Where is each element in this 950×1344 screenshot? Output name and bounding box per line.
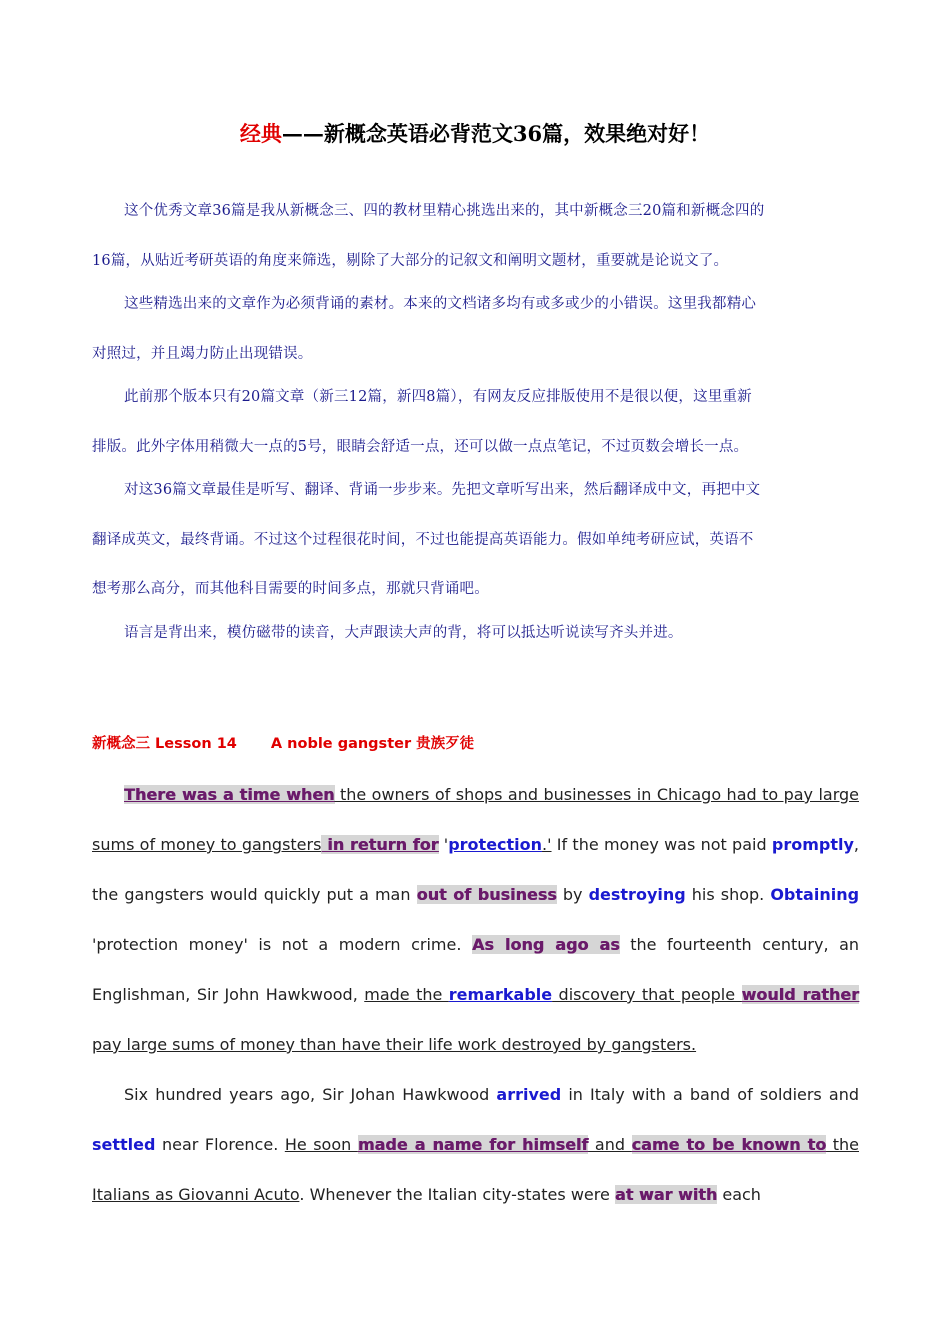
- text-run: and: [588, 1135, 632, 1154]
- text-run: in Italy with a band of soldiers and: [561, 1085, 859, 1104]
- text-run: Six hundred years ago, Sir Johan Hawkwood: [124, 1085, 497, 1104]
- intro-line: 排版。此外字体用稍微大一点的5号，眼睛会舒适一点，还可以做一点点笔记，不过页数会增长一点。: [92, 439, 749, 455]
- text-run: ': [438, 835, 449, 854]
- lesson-heading: [92, 732, 474, 753]
- intro-line: 对这36篇文章最佳是听写、翻译、背诵一步步来。先把文章听写出来，然后翻译成中文，再把中文: [124, 482, 761, 498]
- phrase-highlight: came to be known to: [631, 1135, 827, 1154]
- text-run: made the: [364, 985, 449, 1004]
- intro-line: 翻译成英文，最终背诵。不过这个过程很花时间，不过也能提高英语能力。假如单纯考研应试，英语不: [92, 532, 754, 548]
- title-prefix: 经典: [239, 121, 282, 146]
- text-run: , the gangsters would quickly put a man: [92, 835, 860, 904]
- intro-line: 想考那么高分，而其他科目需要的时间多点，那就只背诵吧。: [92, 581, 489, 597]
- text-run: pay large sums of money than have their life work destroyed by gangsters.: [92, 1035, 697, 1054]
- lesson-text: [92, 770, 859, 1220]
- phrase-highlight: in return for: [321, 835, 439, 854]
- keyword: protection: [448, 835, 543, 854]
- phrase-highlight: As long ago as: [471, 935, 620, 954]
- keyword: arrived: [496, 1085, 562, 1104]
- text-run: by: [556, 885, 589, 904]
- page-title: [0, 118, 950, 148]
- intro-line: 此前那个版本只有20篇文章（新三12篇，新四8篇），有网友反应排版使用不是很以便，这里重新: [124, 389, 752, 405]
- intro-line: 语言是背出来，模仿磁带的读音，大声跟读大声的背，将可以抵达听说读写齐头并进。: [124, 625, 683, 641]
- phrase-highlight: would rather: [741, 985, 859, 1004]
- text-run: his shop.: [685, 885, 771, 904]
- text-run: If the money was not paid: [551, 835, 772, 854]
- text-run: the Italians as Giovanni Acuto: [92, 1135, 859, 1204]
- phrase-highlight: There was a time when: [124, 785, 335, 804]
- lesson-label: 新概念三 Lesson 14: [92, 736, 237, 752]
- phrase-highlight: at war with: [614, 1185, 718, 1204]
- intro-line: 16篇，从贴近考研英语的角度来筛选，剔除了大部分的记叙文和阐明文题材，重要就是论说文了。: [92, 253, 729, 269]
- paragraph-1: [92, 770, 859, 1070]
- title-main: ——新概念英语必背范文36篇，效果绝对好！: [281, 121, 711, 146]
- keyword: remarkable: [448, 985, 553, 1004]
- text-run: the owners of shops and businesses in Chicago had to pay large sums of money to gangsters: [92, 785, 859, 854]
- text-run: each: [717, 1185, 761, 1204]
- intro-line: 对照过，并且竭力防止出现错误。: [92, 346, 313, 362]
- keyword: Obtaining: [770, 885, 860, 904]
- phrase-highlight: made a name for himself: [357, 1135, 589, 1154]
- intro-line: 这个优秀文章36篇是我从新概念三、四的教材里精心挑选出来的，其中新概念三20篇和新概念四的: [124, 203, 765, 219]
- text-run: near Florence.: [155, 1135, 285, 1154]
- phrase-highlight: out of business: [416, 885, 557, 904]
- keyword: destroying: [588, 885, 686, 904]
- text-run: discovery that people: [552, 985, 742, 1004]
- intro-line: 这些精选出来的文章作为必须背诵的素材。本来的文档诸多均有或多或少的小错误。这里我都精心: [124, 296, 757, 312]
- text-run: 'protection money' is not a modern crime.: [92, 935, 472, 954]
- keyword: settled: [92, 1135, 156, 1154]
- text-run: . Whenever the Italian city-states were: [299, 1185, 615, 1204]
- lesson-title: A noble gangster 贵族歹徒: [270, 736, 475, 752]
- paragraph-2: [92, 1070, 859, 1220]
- text-run: He soon: [284, 1135, 358, 1154]
- text-run: the fourteenth century, an Englishman, Sir John Hawkwood,: [92, 935, 860, 1004]
- text-run: .': [542, 835, 552, 854]
- keyword: promptly: [771, 835, 854, 854]
